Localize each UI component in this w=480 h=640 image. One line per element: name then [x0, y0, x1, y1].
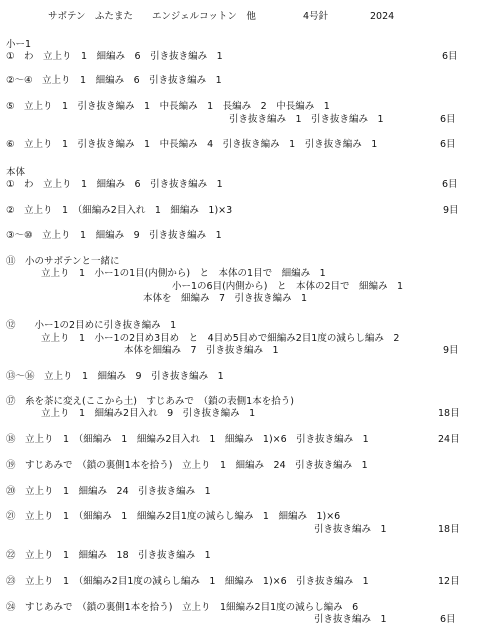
row-body-22: ㉒ 立上り 1 細編み 18 引き抜き編み 1 — [6, 550, 211, 561]
row-body-11-line3: 小ー1の6目(内側から) と 本体の2目で 細編み 1 — [172, 281, 404, 292]
stitch-count: 6目 — [442, 51, 458, 62]
stitch-count: 18目 — [438, 524, 460, 535]
row-body-23: ㉓ 立上り 1 （細編み2目1度の減らし編み 1 細編み 1)×6 引き抜き編み 1 — [6, 576, 369, 587]
section-heading-body: 本体 — [6, 167, 26, 178]
stitch-count: 24目 — [438, 434, 460, 445]
stitch-count: 12目 — [438, 576, 460, 587]
row-body-11: ⑪ 小のサボテンと一緒に — [6, 256, 120, 267]
year: 2024 — [370, 11, 395, 22]
row-body-12: ⑫ 小ー1の2目めに引き抜き編み 1 — [6, 320, 177, 331]
row-body-17-line2: 立上り 1 細編み2目入れ 9 引き抜き編み 1 — [41, 408, 256, 419]
stitch-count: 6目 — [440, 139, 456, 150]
row-small-1: ① わ 立上り 1 細編み 6 引き抜き編み 1 — [6, 51, 223, 62]
row-body-11-line4: 本体を 細編み 7 引き抜き編み 1 — [143, 293, 308, 304]
row-body-24-cont: 引き抜き編み 1 — [314, 614, 387, 625]
row-body-12-line3: 本体を細編み 7 引き抜き編み 1 — [124, 345, 279, 356]
stitch-count: 6目 — [440, 114, 456, 125]
row-body-24: ㉔ すじあみで （鎖の裏側1本を拾う) 立上り 1細編み2目1度の減らし編み 6 — [6, 602, 359, 613]
row-body-3-10: ③～⑩ 立上り 1 細編み 9 引き抜き編み 1 — [6, 230, 222, 241]
row-body-19: ⑲ すじあみで （鎖の裏側1本を拾う) 立上り 1 細編み 24 引き抜き編み 1 — [6, 460, 368, 471]
pattern-title: サボテン ふたまた エンジェルコットン 他 — [48, 11, 256, 22]
row-body-21: ㉑ 立上り 1 （細編み 1 細編み2目1度の減らし編み 1 細編み 1)×6 — [6, 511, 341, 522]
section-heading-small: 小ー1 — [6, 39, 32, 50]
row-body-17: ⑰ 糸を茶に変え(ここから土) すじあみで （鎖の表側1本を拾う) — [6, 396, 294, 407]
row-body-12-line2: 立上り 1 小ー1の2目め3目め と 4目め5目めで細編み2目1度の減らし編み 2 — [41, 333, 400, 344]
row-body-11-line2: 立上り 1 小ー1の1目(内側から) と 本体の1目で 細編み 1 — [41, 268, 326, 279]
row-small-5: ⑤ 立上り 1 引き抜き編み 1 中長編み 1 長編み 2 中長編み 1 — [6, 101, 330, 112]
row-small-6: ⑥ 立上り 1 引き抜き編み 1 中長編み 4 引き抜き編み 1 引き抜き編み 1 — [6, 139, 378, 150]
row-body-18: ⑱ 立上り 1 （細編み 1 細編み2目入れ 1 細編み 1)×6 引き抜き編み 1 — [6, 434, 369, 445]
row-body-13-16: ⑬～⑯ 立上り 1 細編み 9 引き抜き編み 1 — [6, 371, 224, 382]
stitch-count: 9目 — [443, 345, 459, 356]
row-small-2-4: ②～④ 立上り 1 細編み 6 引き抜き編み 1 — [6, 75, 222, 86]
stitch-count: 6目 — [440, 614, 456, 625]
stitch-count: 18目 — [438, 408, 460, 419]
stitch-count: 6目 — [442, 179, 458, 190]
stitch-count: 9目 — [443, 205, 459, 216]
row-body-20: ⑳ 立上り 1 細編み 24 引き抜き編み 1 — [6, 486, 211, 497]
row-body-2: ② 立上り 1 （細編み2目入れ 1 細編み 1)×3 — [6, 205, 233, 216]
row-body-1: ① わ 立上り 1 細編み 6 引き抜き編み 1 — [6, 179, 223, 190]
row-body-21-cont: 引き抜き編み 1 — [314, 524, 387, 535]
needle-size: 4号針 — [303, 11, 329, 22]
row-small-5-cont: 引き抜き編み 1 引き抜き編み 1 — [229, 114, 384, 125]
